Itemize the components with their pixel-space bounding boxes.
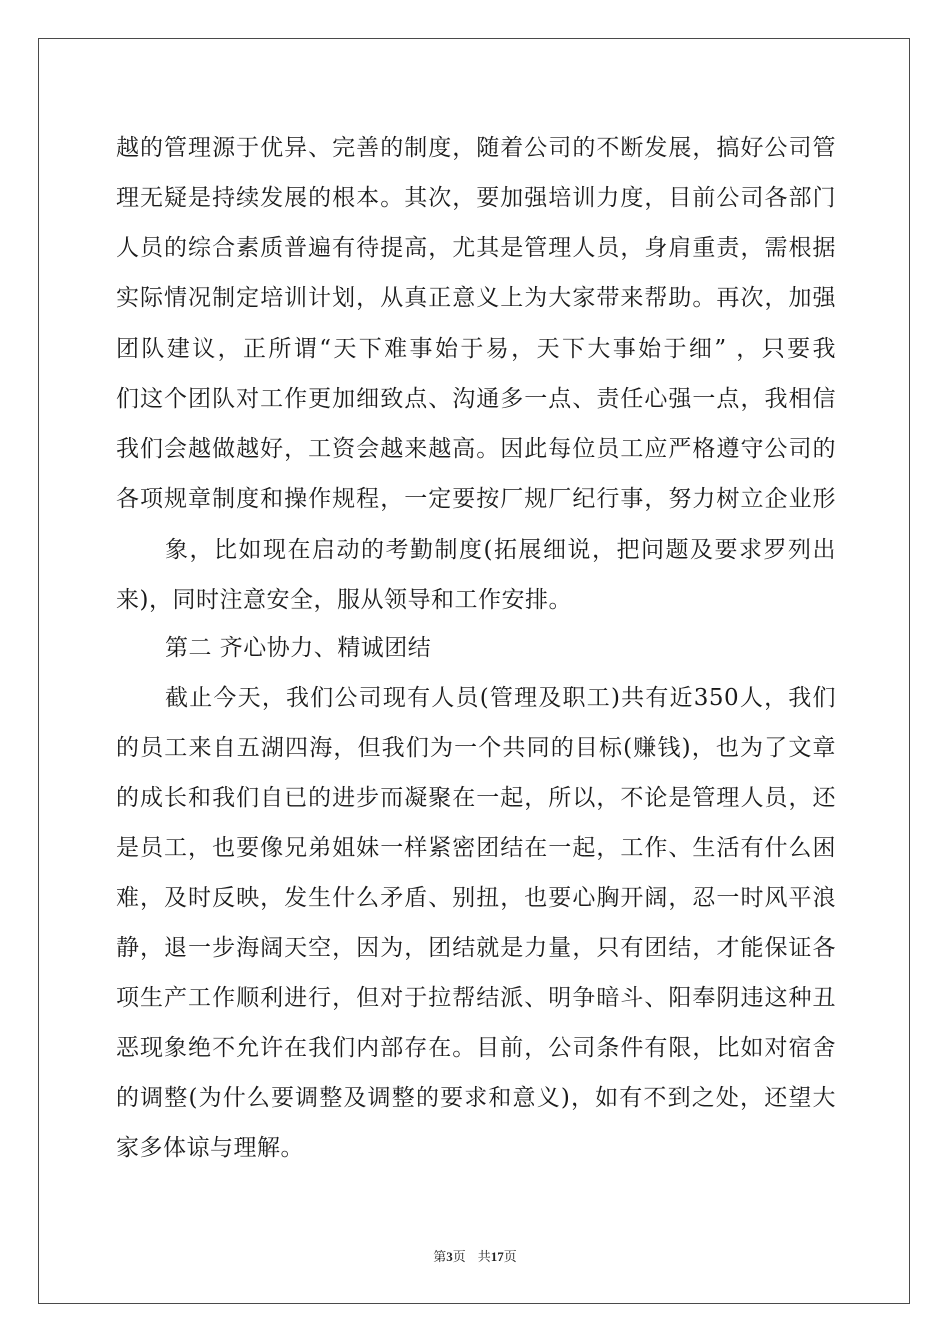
page-total: 共17页 xyxy=(477,1249,517,1264)
page-number: 第3页 xyxy=(433,1249,466,1264)
text-line: 难，及时反映，发生什么矛盾、别扭，也要心胸开阔，忍一时风平浪 xyxy=(116,885,836,911)
text-line: 静，退一步海阔天空，因为，团结就是力量，只有团结，才能保证各 xyxy=(116,935,836,961)
text-line: 的员工来自五湖四海，但我们为一个共同的目标(赚钱)，也为了文章 xyxy=(116,735,836,761)
text-line: 项生产工作顺利进行，但对于拉帮结派、明争暗斗、阳奉阴违这种丑 xyxy=(116,985,836,1011)
text-line: 理无疑是持续发展的根本。其次，要加强培训力度，目前公司各部门 xyxy=(116,185,836,211)
text-line: 家多体谅与理解。 xyxy=(116,1135,304,1161)
text-line: 截止今天，我们公司现有人员(管理及职工)共有近350人，我们 xyxy=(165,685,836,711)
section-heading: 第二 齐心协力、精诚团结 xyxy=(165,635,432,661)
text-line: 越的管理源于优异、完善的制度，随着公司的不断发展，搞好公司管 xyxy=(116,135,836,161)
text-line: 团队建议，正所谓“天下难事始于易，天下大事始于细” ，只要我 xyxy=(116,336,836,362)
text-line: 是员工，也要像兄弟姐妹一样紧密团结在一起，工作、生活有什么困 xyxy=(116,835,836,861)
text-line: 实际情况制定培训计划，从真正意义上为大家带来帮助。再次，加强 xyxy=(116,285,836,311)
text-line: 的调整(为什么要调整及调整的要求和意义)，如有不到之处，还望大 xyxy=(116,1085,836,1111)
text-line: 各项规章制度和操作规程，一定要按厂规厂纪行事，努力树立企业形 xyxy=(116,486,836,512)
text-line: 人员的综合素质普遍有待提高，尤其是管理人员，身肩重责，需根据 xyxy=(116,235,836,261)
text-line: 的成长和我们自已的进步而凝聚在一起，所以，不论是管理人员，还 xyxy=(116,785,836,811)
text-line: 我们会越做越好，工资会越来越高。因此每位员工应严格遵守公司的 xyxy=(116,436,836,462)
text-line: 们这个团队对工作更加细致点、沟通多一点、责任心强一点，我相信 xyxy=(116,386,836,412)
text-line: 来)，同时注意安全，服从领导和工作安排。 xyxy=(116,587,572,613)
text-line: 象，比如现在启动的考勤制度(拓展细说，把问题及要求罗列出 xyxy=(165,537,836,563)
text-line: 恶现象绝不允许在我们内部存在。目前，公司条件有限，比如对宿舍 xyxy=(116,1035,836,1061)
page-border xyxy=(38,38,910,1304)
page-footer xyxy=(0,1246,950,1265)
